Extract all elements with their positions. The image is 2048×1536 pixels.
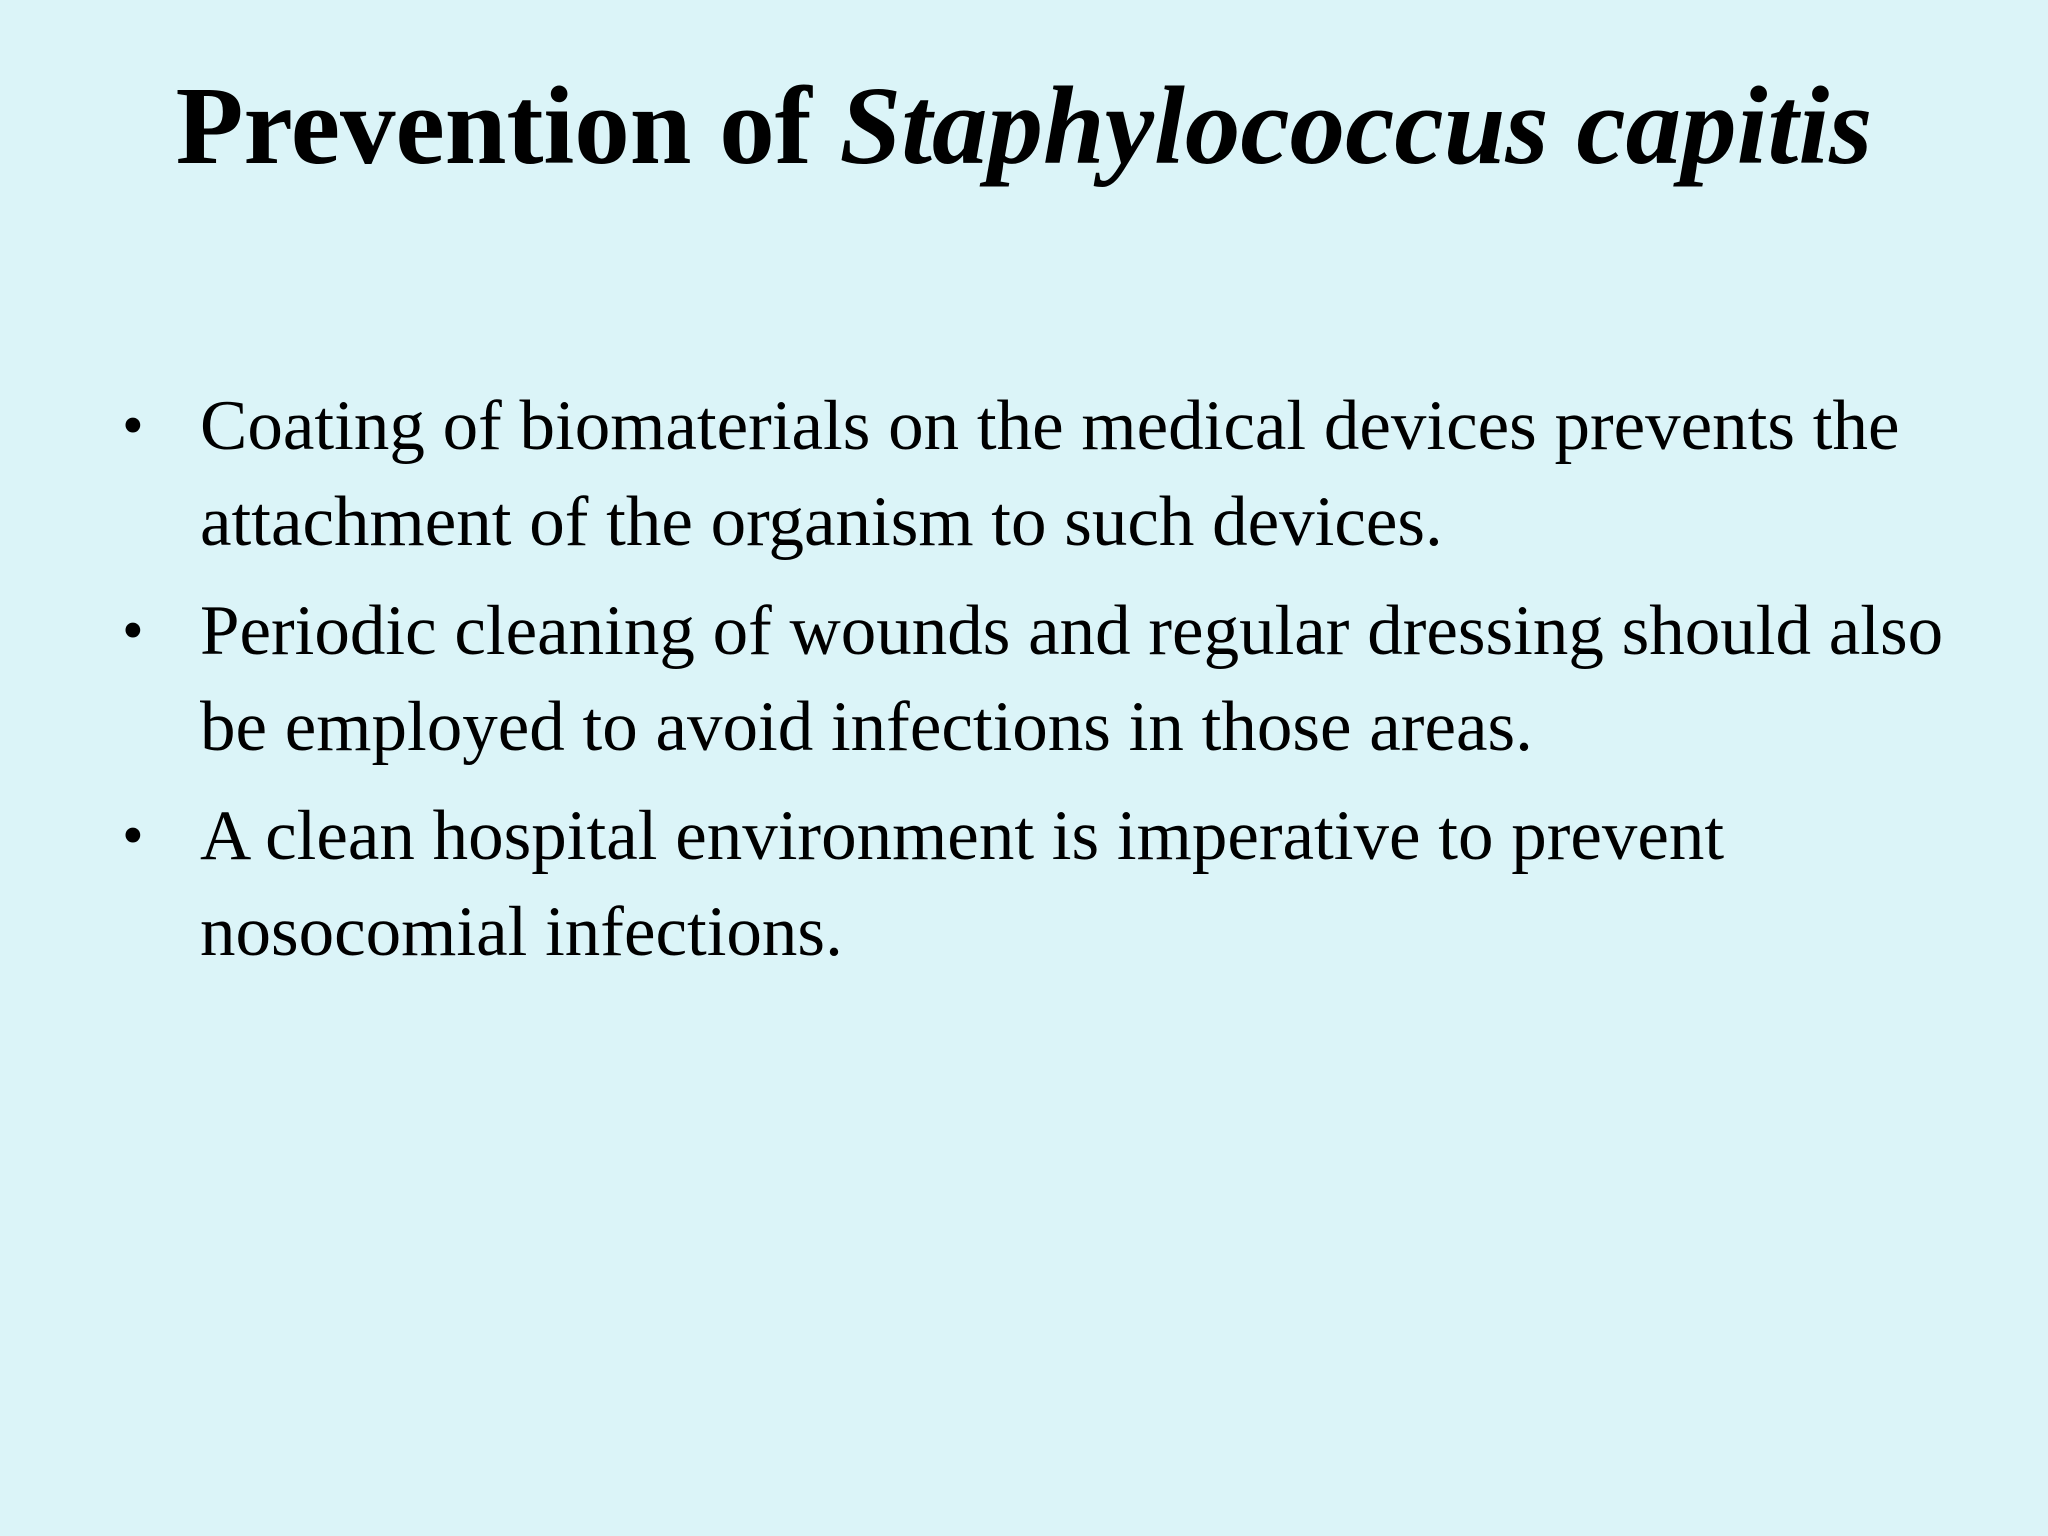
- bullet-icon: •: [122, 597, 144, 665]
- bullet-text: A clean hospital environment is imperative to prevent nosocomial infections.: [200, 797, 1725, 971]
- bullet-item: [120, 583, 1980, 775]
- bullet-item: [120, 788, 1980, 980]
- slide-title: [0, 62, 2048, 192]
- bullet-icon: •: [122, 392, 144, 460]
- bullet-text: Coating of biomaterials on the medical devices prevents the attachment of the organism to such devices.: [200, 387, 1900, 561]
- title-organism-name: Staphylococcus capitis: [839, 65, 1873, 188]
- bullet-text: Periodic cleaning of wounds and regular dressing should also be employed to avoid infections in those areas.: [200, 592, 1944, 766]
- title-text: Prevention of: [175, 65, 812, 188]
- bullet-icon: •: [122, 802, 144, 870]
- bullet-item: [120, 378, 1980, 570]
- bullet-list: [120, 378, 1980, 993]
